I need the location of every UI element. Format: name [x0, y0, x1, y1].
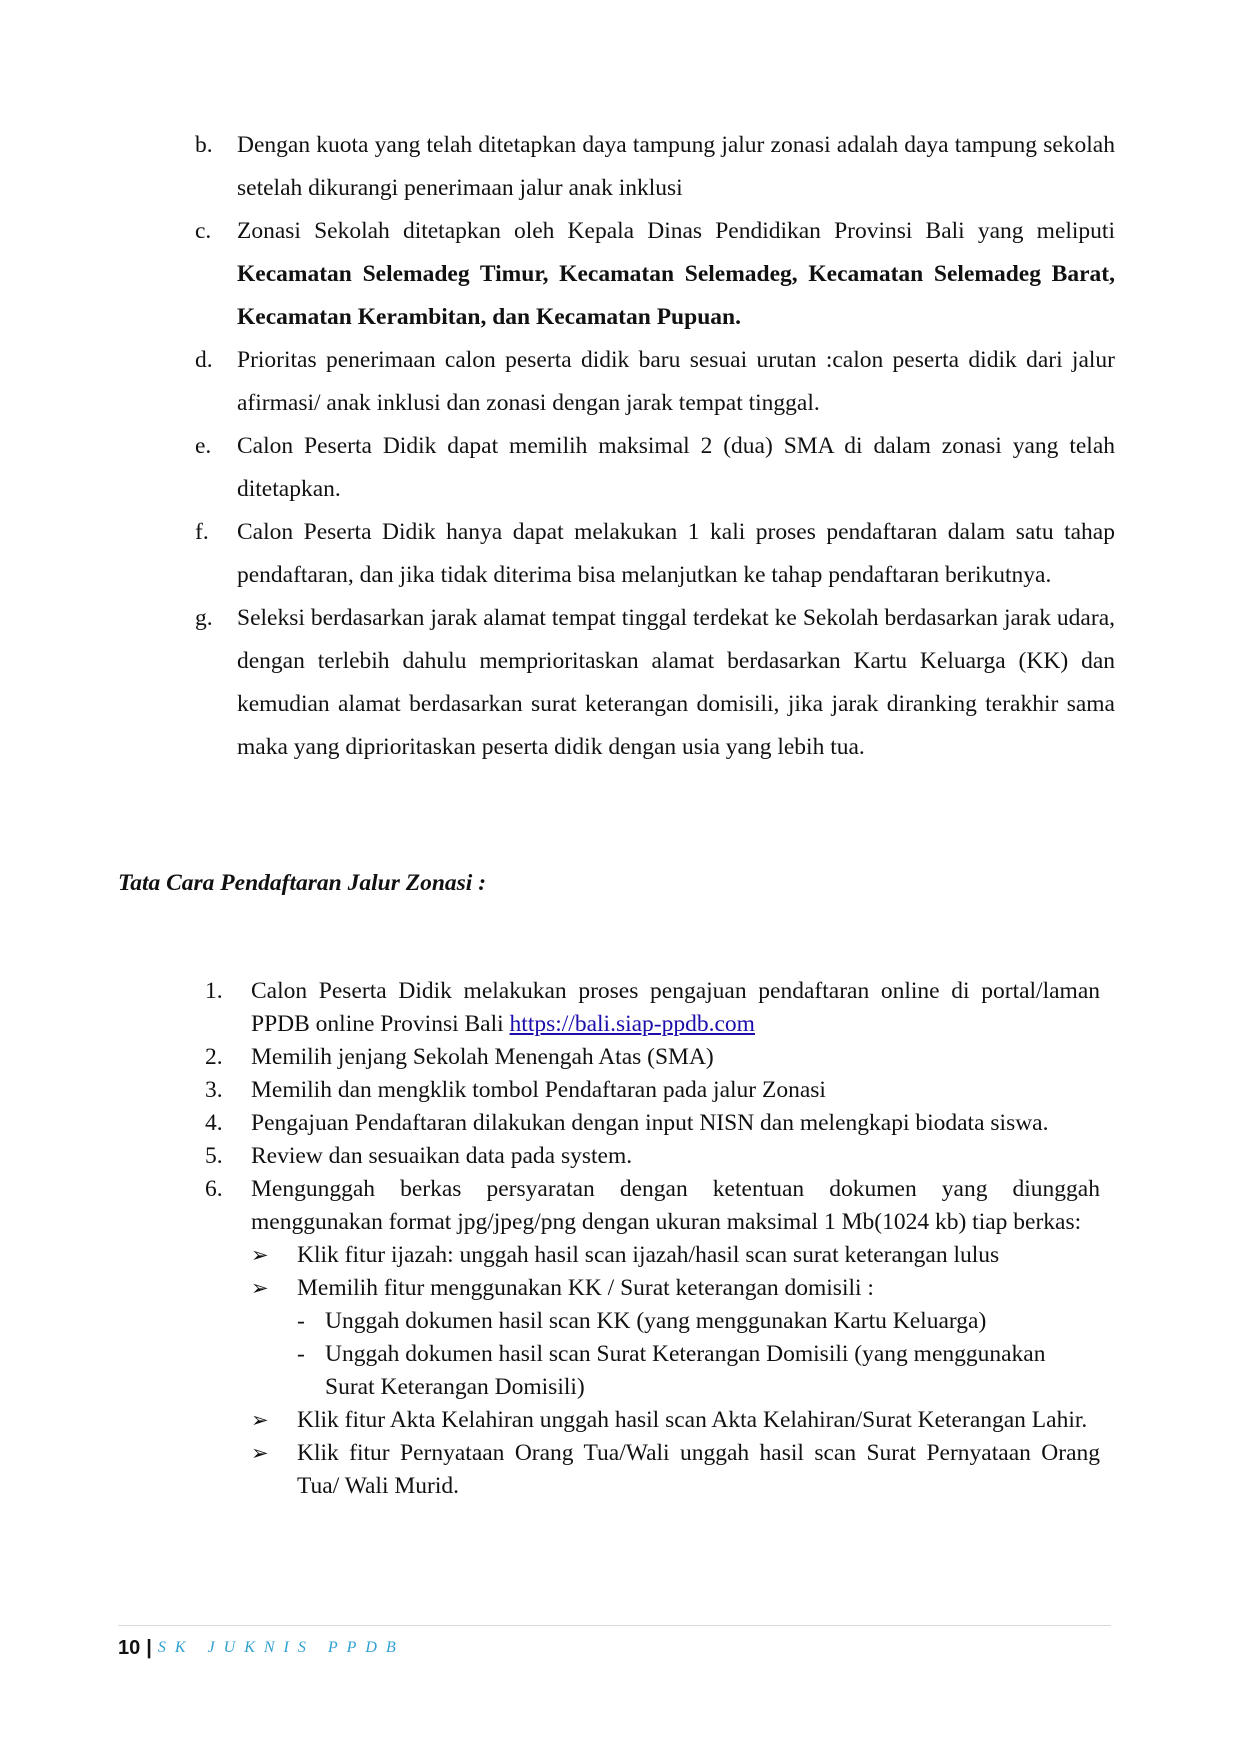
step-text-plain: Calon Peserta Didik melakukan proses pengajuan pendaftaran online di portal/laman PPDB online Provinsi Bali — [251, 978, 1100, 1037]
step-text — [251, 975, 1100, 1041]
dash-marker: - — [297, 1308, 305, 1334]
step-number: 4. — [205, 1110, 223, 1136]
step-item — [205, 1074, 1100, 1107]
bullet-item — [251, 1272, 1100, 1404]
list-item — [195, 339, 1115, 425]
page-footer — [118, 1633, 405, 1663]
bullet-text: Klik fitur Akta Kelahiran unggah hasil scan Akta Kelahiran/Surat Keterangan Lahir. — [297, 1407, 1088, 1433]
step-item — [205, 1173, 1100, 1503]
step-item — [205, 1041, 1100, 1074]
sub-item-text: Unggah dokumen hasil scan Surat Keterangan Domisili (yang menggunakan Surat Keterangan Domisili) — [325, 1341, 1046, 1400]
step-number: 2. — [205, 1044, 223, 1070]
sub-item — [297, 1305, 1100, 1338]
list-item — [195, 425, 1115, 511]
list-item-text: Dengan kuota yang telah ditetapkan daya tampung jalur zonasi adalah daya tampung sekolah setelah dikurangi penerimaan jalur anak inklusi — [237, 132, 1115, 201]
list-item — [195, 597, 1115, 769]
list-item-text — [237, 210, 1115, 339]
requirement-bullets — [251, 1239, 1100, 1503]
list-item — [195, 511, 1115, 597]
bullet-item — [251, 1437, 1100, 1503]
list-marker: e. — [195, 433, 212, 459]
lettered-list — [195, 124, 1115, 769]
list-item-text: Calon Peserta Didik hanya dapat melakukan 1 kali proses pendaftaran dalam satu tahap pendaftaran, dan jika tidak diterima bisa melanjutkan ke tahap pendaftaran berikutnya. — [237, 519, 1115, 588]
step-item — [205, 1107, 1100, 1140]
footer-separator: | — [146, 1636, 152, 1659]
footer-document-title: SK JUKNIS PPDB — [157, 1639, 405, 1656]
step-item — [205, 975, 1100, 1041]
ppdb-portal-link[interactable]: https://bali.siap-ppdb.com — [509, 1011, 755, 1037]
sub-item — [297, 1338, 1100, 1404]
page-number: 10 — [118, 1636, 141, 1659]
step-text: Pengajuan Pendaftaran dilakukan dengan input NISN dan melengkapi biodata siswa. — [251, 1110, 1049, 1136]
step-number: 3. — [205, 1077, 223, 1103]
bullet-text: Klik fitur Pernyataan Orang Tua/Wali unggah hasil scan Surat Pernyataan Orang Tua/ Wali Murid. — [297, 1440, 1100, 1499]
list-item-text-plain: Zonasi Sekolah ditetapkan oleh Kepala Dinas Pendidikan Provinsi Bali yang meliputi — [237, 218, 1115, 244]
step-number: 6. — [205, 1176, 223, 1202]
bullet-text: Klik fitur ijazah: unggah hasil scan ijazah/hasil scan surat keterangan lulus — [297, 1242, 1000, 1268]
sub-item-text: Unggah dokumen hasil scan KK (yang menggunakan Kartu Keluarga) — [325, 1308, 987, 1334]
section-heading: Tata Cara Pendaftaran Jalur Zonasi : — [118, 870, 487, 896]
list-item-text: Prioritas penerimaan calon peserta didik baru sesuai urutan :calon peserta didik dari jalur afirmasi/ anak inklusi dan zonasi dengan jarak tempat tinggal. — [237, 347, 1115, 416]
list-marker: b. — [195, 132, 213, 158]
step-text: Mengunggah berkas persyaratan dengan ketentuan dokumen yang diunggah menggunakan format jpg/jpeg/png dengan ukuran maksimal 1 Mb(1024 kb) tiap berkas: — [251, 1176, 1100, 1235]
list-item-text: Seleksi berdasarkan jarak alamat tempat tinggal terdekat ke Sekolah berdasarkan jarak udara, dengan terlebih dahulu memprioritaskan alamat berdasarkan Kartu Keluarga (KK) dan kemudian alamat berdasarkan surat keterangan domisili, jika jarak diranking terakhir sama maka yang diprioritaskan peserta didik dengan usia yang lebih tua. — [237, 605, 1115, 760]
footer-divider — [118, 1625, 1111, 1626]
numbered-steps-list — [205, 975, 1100, 1503]
list-marker: d. — [195, 347, 213, 373]
list-marker: g. — [195, 605, 213, 631]
arrow-bullet-icon: ➢ — [251, 1243, 269, 1267]
list-item-text: Calon Peserta Didik dapat memilih maksimal 2 (dua) SMA di dalam zonasi yang telah ditetapkan. — [237, 433, 1115, 502]
list-marker: c. — [195, 218, 212, 244]
dash-marker: - — [297, 1341, 305, 1367]
step-text: Memilih dan mengklik tombol Pendaftaran pada jalur Zonasi — [251, 1077, 826, 1103]
bullet-text: Memilih fitur menggunakan KK / Surat keterangan domisili : — [297, 1275, 874, 1301]
arrow-bullet-icon: ➢ — [251, 1441, 269, 1465]
list-marker: f. — [195, 519, 209, 545]
bullet-item — [251, 1239, 1100, 1272]
step-number: 5. — [205, 1143, 223, 1169]
list-item — [195, 124, 1115, 210]
step-item — [205, 1140, 1100, 1173]
step-number: 1. — [205, 978, 223, 1004]
bullet-item — [251, 1404, 1100, 1437]
arrow-bullet-icon: ➢ — [251, 1276, 269, 1300]
step-text: Review dan sesuaikan data pada system. — [251, 1143, 633, 1169]
list-item-text-bold: Kecamatan Selemadeg Timur, Kecamatan Selemadeg, Kecamatan Selemadeg Barat, Kecamatan Kerambitan, dan Kecamatan Pupuan. — [237, 261, 1115, 330]
list-item — [195, 210, 1115, 339]
step-text: Memilih jenjang Sekolah Menengah Atas (SMA) — [251, 1044, 714, 1070]
arrow-bullet-icon: ➢ — [251, 1408, 269, 1432]
